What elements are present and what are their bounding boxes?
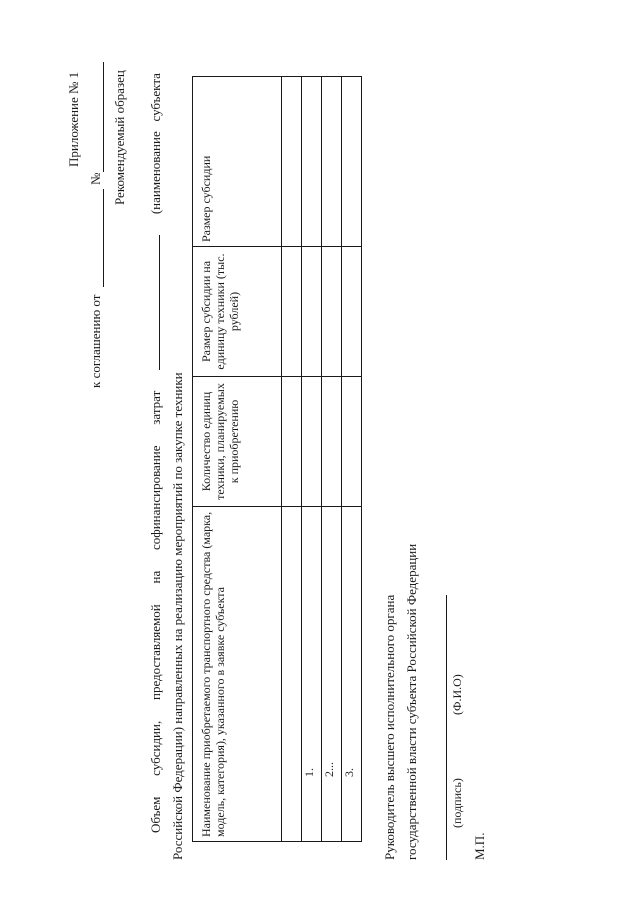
table-cell (342, 377, 362, 507)
header-vehicle-name: Наименование приобретаемого транспортного средства (марка, модель, категория), указанного в заявке субъекта (193, 507, 282, 842)
intro-word: на (148, 570, 163, 584)
agreement-prefix: к соглашению от (88, 294, 103, 388)
intro-tail: (наименование субъекта (148, 73, 163, 215)
agreement-date-blank (103, 189, 104, 287)
table-cell (282, 247, 302, 377)
table-cell: 1. (302, 507, 322, 842)
header-subsidy-per-unit: Размер субсидии на единицу техники (тыс. рублей) (193, 247, 282, 377)
signature-blank (446, 595, 447, 860)
intro-word: субсидии, (148, 720, 163, 776)
table-cell: 3. (342, 507, 362, 842)
table-cell (322, 247, 342, 377)
table-row (282, 77, 302, 842)
intro-word: затрат (148, 390, 163, 425)
signature-label: (подпись) (450, 778, 464, 828)
appendix-title: Приложение № 1 (66, 71, 81, 167)
table-cell (282, 507, 302, 842)
table-header-row (193, 77, 282, 842)
agreement-line (88, 295, 104, 388)
intro-line-1 (148, 73, 164, 833)
name-label: (Ф.И.О) (450, 674, 464, 715)
agreement-number-prefix: № (88, 172, 103, 185)
intro-word: софинансирование (148, 445, 163, 550)
header-subsidy-amount: Размер субсидии (193, 77, 282, 247)
table-cell (302, 77, 322, 247)
header-quantity: Количество единиц техники, планируемых к приобретению (193, 377, 282, 507)
intro-word: предоставляемой (148, 604, 163, 701)
table-cell (342, 247, 362, 377)
table-row (342, 77, 362, 842)
table-cell (282, 377, 302, 507)
intro-line-2: Российской Федерации) направленных на реализацию мероприятий по закупке техники (170, 372, 185, 860)
signatory-line-2: государственной власти субъекта Российской Федерации (404, 543, 419, 860)
table-cell (302, 247, 322, 377)
table-cell (342, 77, 362, 247)
table-row (302, 77, 322, 842)
subject-blank (149, 235, 160, 370)
table-cell (322, 77, 342, 247)
table-cell (282, 77, 302, 247)
table-cell: 2... (322, 507, 342, 842)
subsidy-table (192, 76, 362, 842)
table-cell (322, 377, 342, 507)
signatory-line-1: Руководитель высшего исполнительного органа (382, 594, 397, 860)
intro-word: Объем (148, 796, 163, 833)
stamp-label: М.П. (472, 832, 487, 860)
agreement-number-blank (103, 62, 104, 172)
table-row (322, 77, 342, 842)
table-cell (302, 377, 322, 507)
recommended-sample: Рекомендуемый образец (112, 70, 127, 205)
